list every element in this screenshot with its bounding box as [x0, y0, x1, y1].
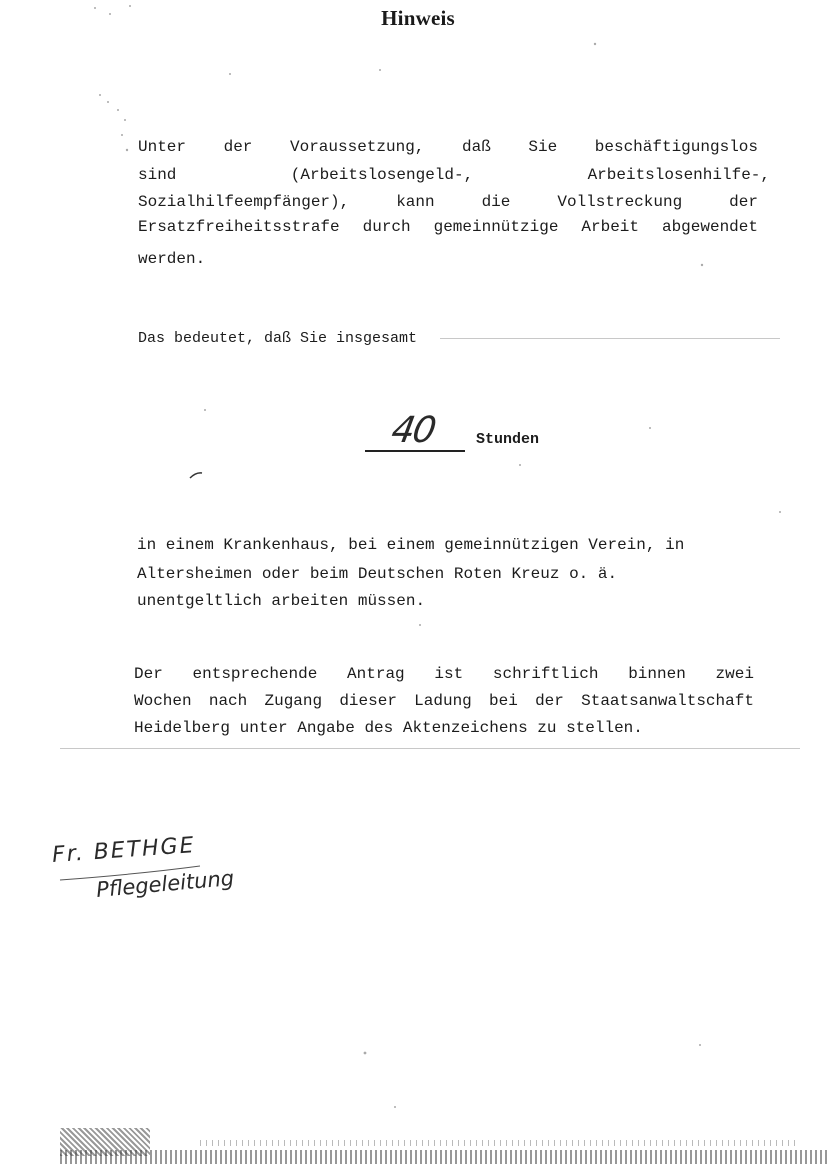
word: schriftlich: [492, 665, 599, 683]
word: Ladung: [414, 692, 472, 710]
word: sind: [138, 166, 177, 184]
word: bei: [489, 692, 518, 710]
word: Arbeitslosenhilfe-,: [587, 166, 770, 184]
word: Zugang: [264, 692, 323, 710]
word: nach: [208, 692, 248, 710]
word: beschäftigungslos: [594, 138, 758, 156]
word: abgewendet: [661, 218, 758, 236]
scan-artifact: [200, 1140, 800, 1146]
word: Sie: [528, 138, 558, 156]
word: Unter: [138, 138, 187, 156]
paragraph3-line1: in einem Krankenhaus, bei einem gemeinnützigen Verein, in: [137, 536, 685, 554]
word: daß: [461, 138, 491, 156]
hours-value: 40: [388, 410, 438, 451]
paragraph3-line2: Altersheimen oder beim Deutschen Roten Kreuz o. ä.: [137, 565, 618, 583]
scan-artifact: [60, 1150, 830, 1164]
word: die: [481, 193, 511, 211]
word: Ersatzfreiheitsstrafe: [138, 218, 340, 236]
word: ist: [434, 665, 464, 683]
handwritten-note-line2: Pflegeleitung: [95, 866, 235, 902]
word: durch: [362, 218, 411, 236]
word: Der: [134, 665, 163, 683]
word: der: [223, 138, 253, 156]
word: zwei: [715, 665, 754, 683]
word: Arbeit: [581, 218, 639, 236]
word: Vollstreckung: [557, 193, 683, 211]
paragraph2: Das bedeutet, daß Sie insgesamt: [138, 330, 418, 347]
word: dieser: [339, 692, 397, 710]
word: Voraussetzung,: [289, 138, 425, 156]
paragraph1-line5: werden.: [138, 250, 206, 268]
word: Sozialhilfeempfänger),: [138, 193, 350, 211]
word: der: [729, 193, 758, 211]
handwritten-note-line1: Fr. BETHGE: [51, 833, 197, 868]
page-title: Hinweis: [381, 6, 455, 30]
word: (Arbeitslosengeld-,: [290, 166, 474, 184]
word: der: [535, 692, 564, 710]
word: Staatsanwaltschaft: [581, 692, 754, 710]
hours-label: Stunden: [476, 431, 540, 448]
word: Antrag: [347, 665, 405, 683]
word: binnen: [628, 665, 686, 683]
paragraph3-line3: unentgeltlich arbeiten müssen.: [137, 592, 426, 610]
word: entsprechende: [192, 665, 318, 683]
word: gemeinnützige: [433, 218, 559, 236]
word: kann: [396, 193, 435, 211]
word: Wochen: [134, 692, 192, 710]
paragraph4-line3: Heidelberg unter Angabe des Aktenzeichens zu stellen.: [134, 719, 643, 737]
